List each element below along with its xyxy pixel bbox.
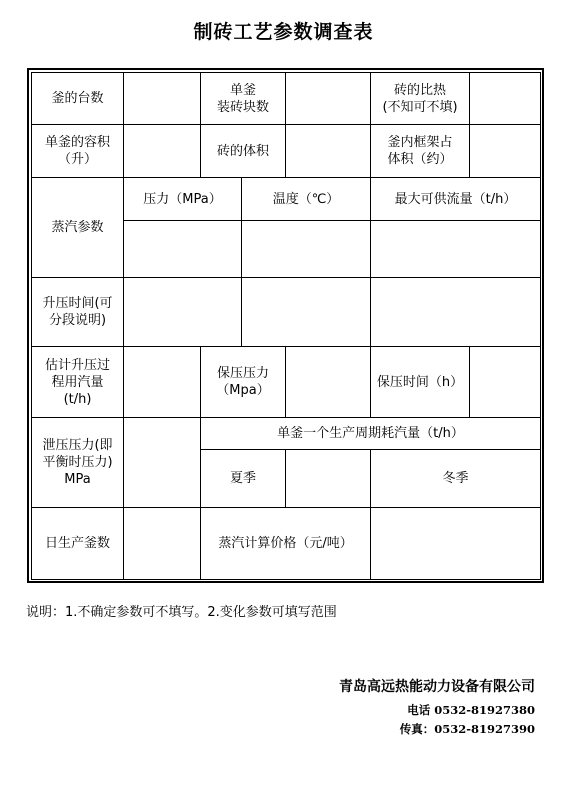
value-bricks-per-kettle[interactable]	[286, 73, 371, 125]
page-title: 制砖工艺参数调查表	[193, 21, 374, 43]
value-ramp-steam[interactable]	[124, 347, 201, 418]
value-daily-batches[interactable]	[124, 508, 201, 580]
header-cycle-steam: 单釜一个生产周期耗汽量（t/h）	[201, 418, 541, 450]
value-kettle-count[interactable]	[124, 73, 201, 125]
value-max-supply-flow[interactable]	[371, 221, 541, 278]
value-frame-volume[interactable]	[470, 125, 541, 178]
value-steam-temperature[interactable]	[242, 221, 371, 278]
label-brick-volume: 砖的体积	[201, 125, 286, 178]
value-ramp-time-1[interactable]	[124, 278, 242, 347]
survey-table-container	[31, 72, 540, 579]
label-kettle-volume: 单釜的容积 （升）	[32, 125, 124, 178]
label-ramp-time: 升压时间(可 分段说明)	[32, 278, 124, 347]
label-ramp-steam: 估计升压过 程用汽量 (t/h)	[32, 347, 124, 418]
header-temperature: 温度（℃）	[242, 178, 371, 221]
label-frame-volume: 釜内框架占 体积（约）	[371, 125, 470, 178]
label-steam-price: 蒸汽计算价格（元/吨）	[201, 508, 371, 580]
company-name: 青岛高远热能动力设备有限公司	[339, 679, 535, 695]
label-steam-params: 蒸汽参数	[32, 178, 124, 278]
value-ramp-time-2[interactable]	[242, 278, 371, 347]
value-brick-volume[interactable]	[286, 125, 371, 178]
value-steam-pressure[interactable]	[124, 221, 242, 278]
header-pressure: 压力（MPa）	[124, 178, 242, 221]
company-fax: 传真：0532-81927390	[399, 722, 535, 736]
value-ramp-time-3[interactable]	[371, 278, 541, 347]
value-summer[interactable]	[286, 450, 371, 508]
survey-table	[31, 72, 541, 580]
label-hold-pressure: 保压压力 （Mpa）	[201, 347, 286, 418]
value-hold-pressure[interactable]	[286, 347, 371, 418]
value-brick-specific-heat[interactable]	[470, 73, 541, 125]
company-block	[339, 676, 535, 739]
label-brick-specific-heat: 砖的比热 (不知可不填)	[371, 73, 470, 125]
label-daily-batches: 日生产釜数	[32, 508, 124, 580]
value-kettle-volume[interactable]	[124, 125, 201, 178]
label-release-pressure: 泄压压力(即 平衡时压力) MPa	[32, 418, 124, 508]
company-phone: 电话 0532-81927380	[407, 703, 535, 717]
label-winter: 冬季	[371, 450, 541, 508]
label-hold-time: 保压时间（h）	[371, 347, 470, 418]
label-summer: 夏季	[201, 450, 286, 508]
label-bricks-per-kettle: 单釜 装砖块数	[201, 73, 286, 125]
label-kettle-count: 釜的台数	[32, 73, 124, 125]
value-hold-time[interactable]	[470, 347, 541, 418]
value-steam-price[interactable]	[371, 508, 541, 580]
header-max-supply-flow: 最大可供流量（t/h）	[371, 178, 541, 221]
value-release-pressure[interactable]	[124, 418, 201, 508]
footnote: 说明：1.不确定参数可不填写。2.变化参数可填写范围	[26, 605, 337, 620]
